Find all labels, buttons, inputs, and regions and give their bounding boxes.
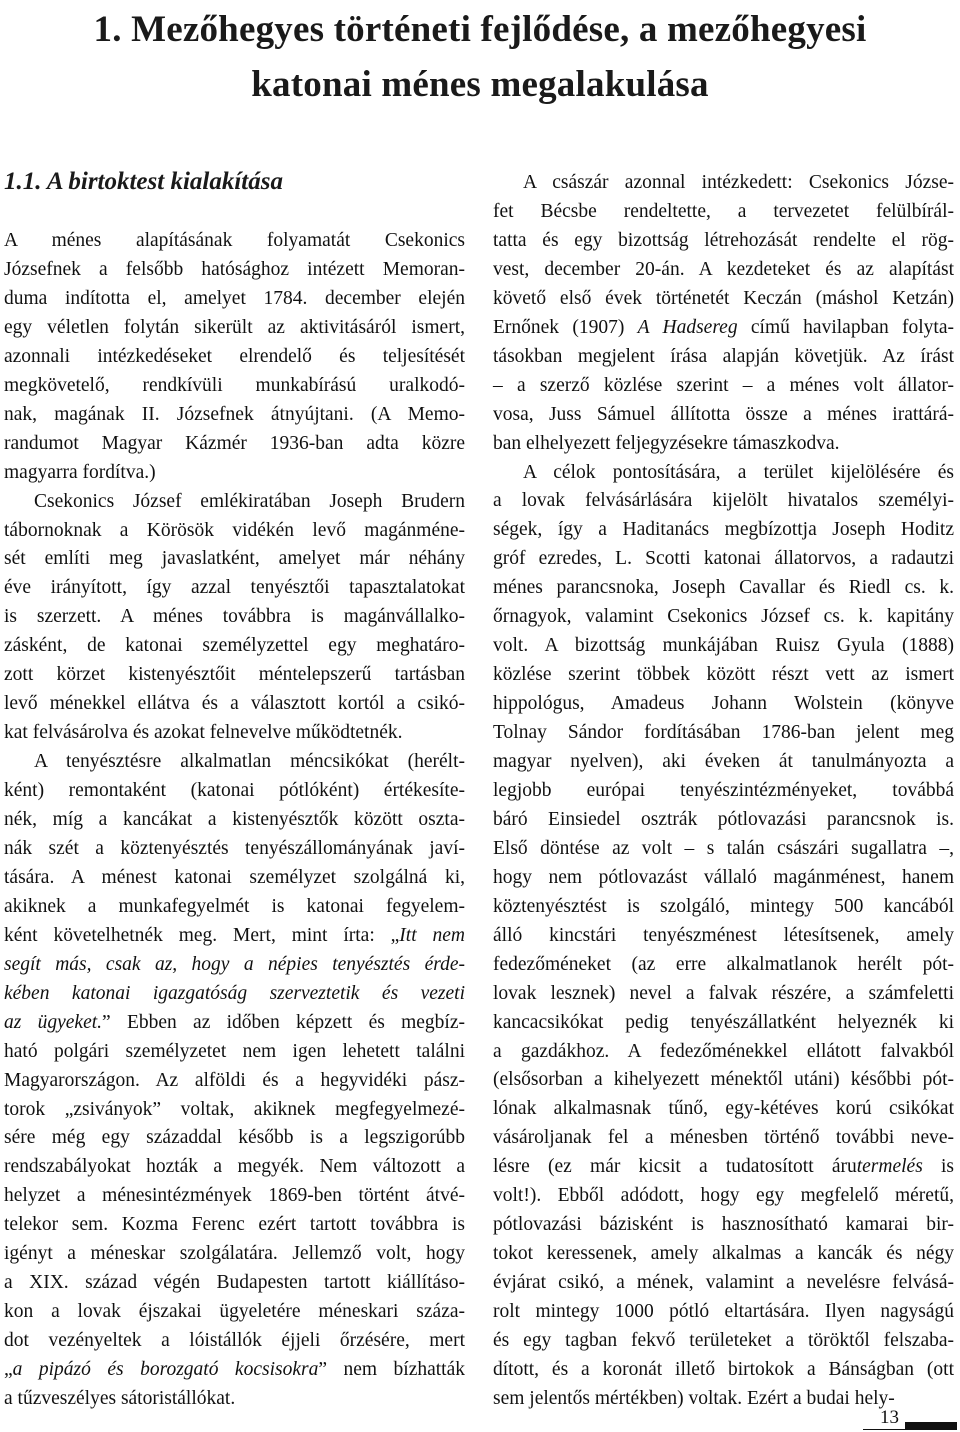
- text-line: „a pipázó és borozgató kocsisokra” nem bízhatták: [4, 1359, 465, 1381]
- text-line: (elsősorban a kihelyezett ménektől utáni) későbbi pót-: [493, 1069, 954, 1091]
- text-line: helyzet a ménesintézmények 1869-ben történt átvé-: [4, 1185, 465, 1207]
- text-line: akiknek a munkafegyelmét is katonai fegyelem-: [4, 895, 465, 917]
- text-line: Tolnay Sándor fordításában 1786-ban jelent meg: [493, 722, 954, 744]
- text-line: legjobb európai tenyészintézményeket, továbbá: [493, 779, 954, 801]
- text-line: és egy tagban fekvő területeket a töröktől felszaba-: [493, 1330, 954, 1351]
- text-line: A császár azonnal intézkedett: Csekonics Józse-: [523, 172, 954, 193]
- text-line: lónak alkalmasnak tűnő, egy-kétéves korú csikókat: [493, 1098, 954, 1120]
- text-line: hippológus, Amadeus Johann Wolstein (könyve: [493, 693, 954, 715]
- text-line: A tenyésztésre alkalmatlan méncsikókat (herélt-: [34, 751, 465, 773]
- text-line: vest, december 20-án. A kezdeteket és az alapítást: [493, 258, 954, 280]
- section-heading: 1.1. A birtoktest kialakítása: [4, 168, 283, 195]
- text-line: volt. A bizottság munkájában Ruisz Gyula (1888): [493, 635, 954, 657]
- text-line: fedezőméneket (az erre alkalmatlanok herélt pót-: [493, 953, 954, 975]
- text-line: ségek, így a Haditanács megbízottja Joseph Hoditz: [493, 519, 954, 541]
- text-line: sére még egy századdal később is a legszigorúbb: [4, 1127, 465, 1149]
- text-line: kon a lovak éjszakai ügyeletére méneskari száza-: [4, 1301, 465, 1323]
- text-line: igényt a méneskar szolgálatára. Jellemző volt, hogy: [4, 1243, 465, 1265]
- text-line: vosa, Juss Sámuel állította össze a ménes irattárá-: [493, 403, 954, 425]
- text-line: sem jelentős mértékben) voltak. Ezért a budai hely-: [493, 1387, 895, 1409]
- text-line: torok „zsiványok” voltak, akiknek megfegyelmezé-: [4, 1098, 465, 1120]
- text-line: is szerzett. A ménes továbbra is magánvállalko-: [4, 606, 465, 628]
- text-line: zásként, de katonai személyzettel egy meghatáro-: [4, 635, 465, 657]
- text-line: a XIX. század végén Budapesten tartott kiállításo-: [4, 1272, 465, 1294]
- text-line: kében katonai igazgatóság szerveztetik és vezeti: [4, 982, 465, 1004]
- text-line: Első döntése az volt – s talán császári sugallatra –,: [493, 837, 954, 859]
- text-line: ként) remontaként (katonai pótlóként) értékesíte-: [4, 780, 465, 802]
- text-line: rolt mintegy 1000 pótló eltartására. Ilyen nagyságú: [493, 1301, 954, 1323]
- text-line: zott körzet kistenyésztőit méntelepszerű tartásban: [4, 664, 465, 686]
- text-line: nak, magának II. Józsefnek átnyújtani. (A Memo-: [4, 403, 465, 425]
- text-line: tatta és egy bizottság létrehozását rendelte el rög-: [493, 229, 954, 251]
- text-line: telekor sem. Kozma Ferenc ezért tartott továbbra is: [4, 1214, 465, 1236]
- text-line: Józsefnek a felsőbb hatósághoz intézett Memoran-: [4, 258, 465, 280]
- text-line: volt!). Ebből adódott, hogy egy megfelelő méretű,: [493, 1185, 954, 1207]
- text-line: Csekonics József emlékiratában Joseph Brudern: [34, 490, 465, 512]
- text-line: Magyarországon. Az alföldi és a hegyvidéki pász-: [4, 1069, 465, 1091]
- text-line: köztenyésztést is szolgáló, mintegy 500 kancából: [493, 895, 954, 917]
- page-title-line-2: katonai ménes megalakulása: [251, 64, 709, 105]
- text-line: lovak lesznek) nevel a falvak részére, a számfeletti: [493, 982, 954, 1004]
- text-line: lésre (ez már kicsit a tudatosított árutermelés is: [493, 1156, 954, 1178]
- text-line: a lovak felvásárlására kijelölt hivatalos személyi-: [493, 490, 954, 512]
- text-line: báró Einsiedel osztrák pótlovazási parancsnok is.: [493, 808, 954, 830]
- page-title: [0, 2, 960, 112]
- text-line: magyar nyelven), aki éveken át tanulmányozta a: [493, 751, 954, 772]
- text-line: magyarra fordítva.): [4, 461, 156, 483]
- text-line: dot vezényeltek a lóistállók éjjeli őrzésére, mert: [4, 1330, 465, 1352]
- text-line: rendszabályokat hozták a megyék. Nem változott a: [4, 1156, 465, 1178]
- text-line: sét említi meg javaslatként, amelyet már néhány: [4, 548, 465, 570]
- text-line: kat felvásárolva és azokat felnevelve működtetnék.: [4, 722, 403, 744]
- text-line: követő első évek történetét Keczán (máshol Ketzán): [493, 287, 954, 309]
- text-line: álló kincstári tenyészménest létesítsenek, amely: [493, 924, 954, 946]
- text-line: fet Bécsbe rendeltette, a tervezetet felülbírál-: [493, 200, 954, 222]
- text-line: őrnagyok, valamint Csekonics József cs. k. kapitány: [493, 606, 954, 628]
- text-line: egy véletlen folytán sikerült az aktivitásáról ismert,: [4, 316, 465, 338]
- text-line: dított, és a koronát illető birtokok a Bánságban (ott: [493, 1358, 954, 1380]
- text-line: ként követelhetnék meg. Mert, mint írta: „Itt nem: [4, 924, 465, 946]
- text-line: ban elhelyezett feljegyzésekre támaszkodva.: [493, 432, 840, 454]
- text-line: vásároljanak fel a ménesben történő további neve-: [493, 1127, 954, 1149]
- text-line: tásokban megjelent írása alapján követjük. Az írást: [493, 345, 954, 367]
- text-line: a tűzveszélyes sátoristállókat.: [4, 1388, 236, 1409]
- text-line: A ménes alapításának folyamatát Csekonics: [4, 230, 465, 251]
- text-line: nék, míg a kancákat a kistenyésztők között oszta-: [4, 809, 465, 830]
- text-line: évjárat csikó, a mének, valamint a nevelésre felvásá-: [493, 1272, 954, 1294]
- text-line: megkövetelő, rendkívüli munkabírású uralkodó-: [4, 374, 465, 396]
- text-line: ható polgári személyzetet nem igen lehetett találni: [4, 1040, 465, 1062]
- text-line: A célok pontosítására, a terület kijelölésére és: [523, 461, 954, 483]
- text-line: segít más, csak az, hogy a népies tenyésztés érde-: [4, 953, 465, 975]
- footer-bar: [905, 1422, 957, 1430]
- text-line: ménes parancsnoka, Joseph Cavallar és Riedl cs. k.: [493, 577, 954, 599]
- text-line: nák szét a köztenyésztés tenyészállományának javí-: [4, 837, 465, 859]
- text-line: Ernőnek (1907) A Hadsereg című havilapban folyta-: [493, 316, 954, 338]
- text-line: kancacsikókat pedig tenyészállatként helyeznék ki: [493, 1011, 954, 1033]
- text-line: – a szerző közlése szerint – a ménes volt állator-: [493, 374, 954, 396]
- text-line: levő ménekkel ellátva és a választott kortól a csikó-: [4, 693, 465, 715]
- text-line: gróf ezredes, L. Scotti katonai állatorvos, a radautzi: [493, 548, 954, 570]
- text-line: randumot Magyar Kázmér 1936-ban adta közre: [4, 432, 465, 454]
- text-line: tokot keressenek, amely alkalmas a kancák és négy: [493, 1243, 954, 1265]
- text-line: éve irányított, így azzal tenyésztői tapasztalatokat: [4, 577, 465, 599]
- footer-rule: [863, 1429, 905, 1430]
- text-line: hogy nem pótlovazást vállaló magánménest, hanem: [493, 866, 954, 888]
- page-number: 13: [880, 1407, 899, 1428]
- text-line: azonnali intézkedéseket elrendelő és teljesítését: [4, 345, 465, 367]
- text-line: tábornoknak a Körösök vidékén levő magánméne-: [4, 519, 465, 541]
- text-line: a gazdákhoz. A fedezőménekkel ellátott falvakból: [493, 1040, 954, 1062]
- text-line: tására. A ménest katonai személyzet szolgálná ki,: [4, 866, 465, 888]
- text-line: az ügyeket.” Ebben az időben képzett és megbíz-: [4, 1011, 465, 1033]
- text-line: duma indította el, amelyet 1784. december elején: [4, 287, 465, 309]
- text-line: pótlovazási bázisként is hasznosítható kamarai bir-: [493, 1214, 954, 1236]
- page-title-line-1: 1. Mezőhegyes történeti fejlődése, a mezőhegyesi: [93, 9, 867, 50]
- text-line: közlése szerint többek között részt vett az ismert: [493, 664, 954, 686]
